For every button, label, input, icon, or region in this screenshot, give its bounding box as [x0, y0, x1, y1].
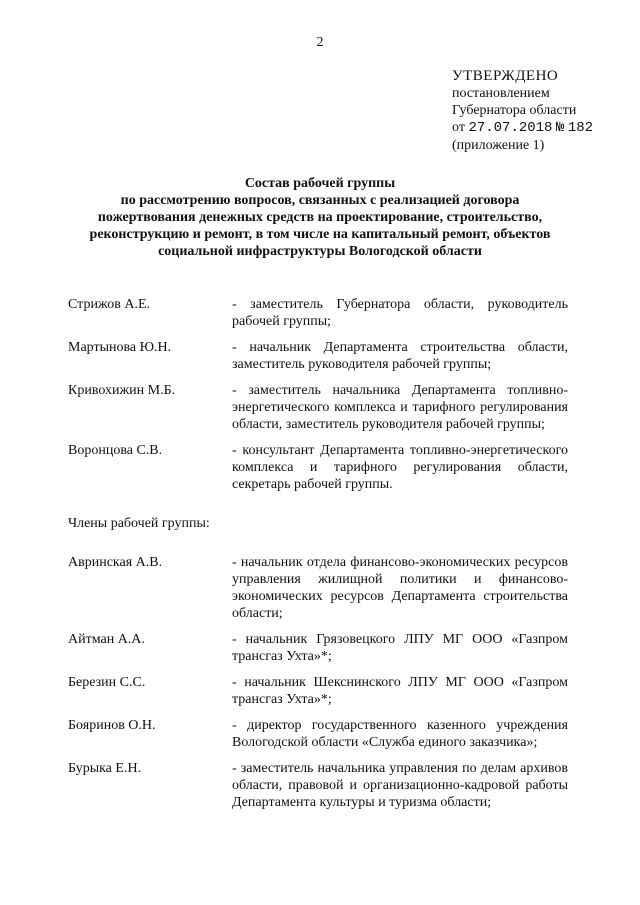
leader-row: [68, 442, 568, 493]
approval-attachment: (приложение 1): [452, 138, 545, 153]
approval-number: 182: [567, 120, 594, 136]
member-row: [68, 717, 568, 751]
person-role: - консультант Департамента топливно-энергетического комплекса и тарифного регулирования области, секретарь рабочей группы.: [232, 443, 568, 492]
page-number: 2: [316, 35, 324, 50]
leader-row: [68, 339, 568, 373]
approval-stamp: [452, 68, 632, 154]
person-name: Воронцова С.В.: [68, 443, 163, 458]
approval-date-prefix: от: [452, 120, 465, 135]
document-heading: [40, 175, 600, 260]
leader-row: [68, 382, 568, 433]
heading-line-5: социальной инфраструктуры Вологодской области: [158, 244, 482, 259]
approval-line-1: постановлением: [452, 86, 550, 101]
person-role: - начальник Шекснинского ЛПУ МГ ООО «Газпром трансгаз Ухта»*;: [232, 675, 568, 707]
member-row: [68, 760, 568, 811]
person-name: Айтман А.А.: [68, 632, 145, 647]
person-name: Кривохижин М.Б.: [68, 383, 176, 398]
person-name: Березин С.С.: [68, 675, 146, 690]
leader-row: [68, 296, 568, 330]
heading-line-1: Состав рабочей группы: [244, 176, 396, 191]
approval-date: 27.07.2018: [468, 120, 553, 136]
heading-line-2: по рассмотрению вопросов, связанных с реализацией договора: [120, 193, 520, 208]
person-role: - заместитель Губернатора области, руководитель рабочей группы;: [232, 297, 568, 329]
person-role: - начальник Департамента строительства области, заместитель руководителя рабочей группы;: [232, 340, 568, 372]
approval-line-2: Губернатора области: [452, 103, 577, 118]
member-row: [68, 554, 568, 622]
person-name: Мартынова Ю.Н.: [68, 340, 172, 355]
person-name: Бояринов О.Н.: [68, 718, 156, 733]
approval-number-sign: №: [555, 120, 565, 136]
heading-line-4: реконструкцию и ремонт, в том числе на капитальный ремонт, объектов: [89, 227, 551, 242]
group-composition-list: [68, 296, 568, 811]
person-role: - начальник отдела финансово-экономических ресурсов управления жилищной политики и финансово-экономических ресурсов Департамента строительства области;: [232, 555, 568, 621]
member-row: [68, 631, 568, 665]
members-label: Члены рабочей группы:: [68, 516, 210, 531]
member-row: [68, 674, 568, 708]
approval-title: УТВЕРЖДЕНО: [452, 68, 559, 84]
person-role: - директор государственного казенного учреждения Вологодской области «Служба единого заказчика»;: [232, 718, 568, 750]
approval-date-line: [452, 119, 632, 137]
heading-line-3: пожертвования денежных средств на проектирование, строительство,: [97, 210, 543, 225]
person-name: Авринская А.В.: [68, 555, 163, 570]
person-name: Стрижов А.Е.: [68, 297, 151, 312]
person-role: - заместитель начальника управления по делам архивов области, правовой и организационно-кадровой работы Департамента культуры и туризма области;: [232, 761, 568, 810]
person-name: Бурыка Е.Н.: [68, 761, 142, 776]
person-role: - начальник Грязовецкого ЛПУ МГ ООО «Газпром трансгаз Ухта»*;: [232, 632, 568, 664]
person-role: - заместитель начальника Департамента топливно-энергетического комплекса и тарифного регулирования области, заместитель руководителя рабочей группы;: [232, 383, 568, 432]
